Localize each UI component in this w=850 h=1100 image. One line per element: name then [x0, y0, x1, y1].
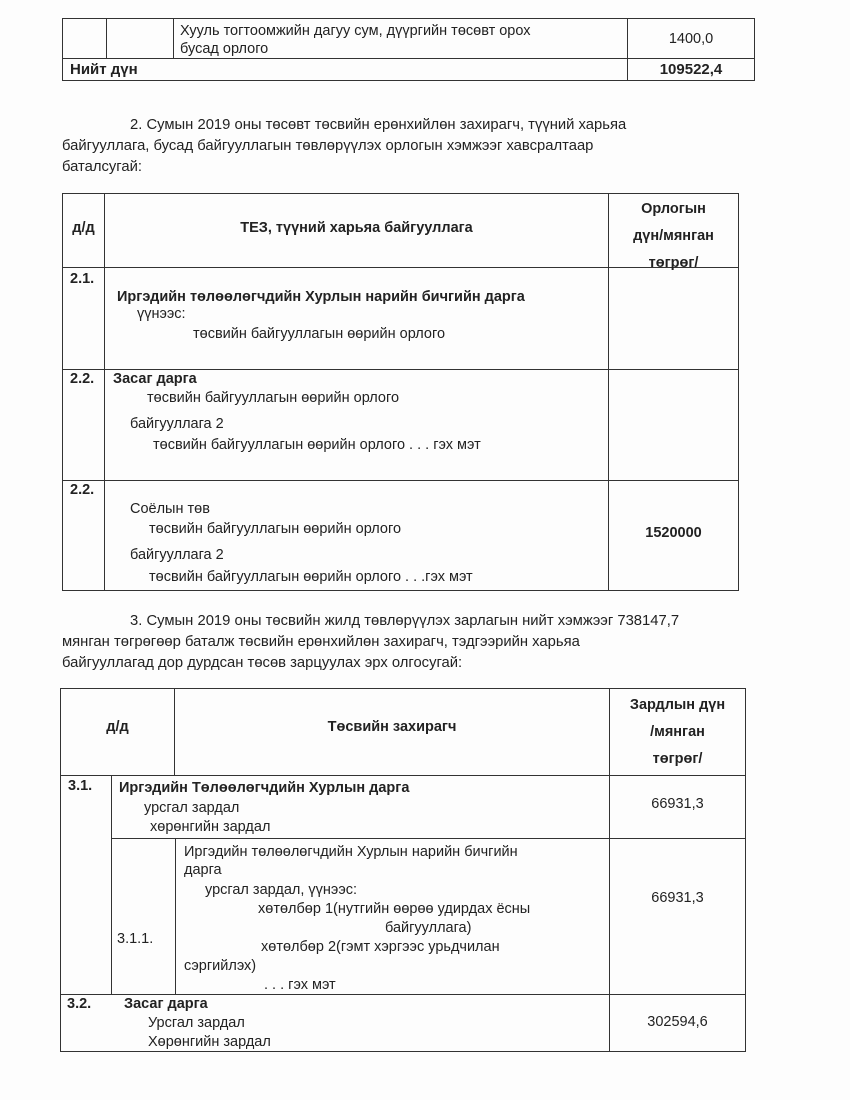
expense-row-sub: хөрөнгийн зардал — [150, 819, 271, 835]
expense-row-sub: хөтөлбөр 1(нутгийн өөрөө удирдах ёсны — [258, 901, 531, 917]
expense-row-sub: хөтөлбөр 2(гэмт хэргээс урьдчилан — [261, 939, 500, 955]
expense-row-num: 3.1. — [68, 778, 93, 794]
expense-header-amount-line2: /мянган — [650, 724, 705, 740]
expense-row-sub: байгууллага) — [385, 920, 472, 936]
expense-row-title — [184, 843, 518, 879]
income-row-title: Соёлын төв — [130, 501, 210, 517]
expense-row-title: Засаг дарга — [124, 996, 208, 1012]
para2-line1: 2. Сумын 2019 оны төсөвт төсвийн ерөнхийлөн захирагч, түүний харьяа — [130, 117, 627, 133]
income-row-amount: 1520000 — [645, 525, 702, 541]
income-row-sub: төсвийн байгууллагын өөрийн орлого . . . гэх мэт — [153, 437, 481, 453]
para3-line3: байгууллагад дор дурдсан төсөв зарцуулах эрх олгосугай: — [62, 655, 463, 671]
top-row-value: 1400,0 — [668, 31, 714, 47]
para2-line3: баталсугай: — [62, 159, 142, 175]
total-label: Нийт дүн — [70, 61, 138, 78]
top-row-text-line1: Хууль тогтоомжийн дагуу сум, дүүргийн төсөвт орох — [180, 23, 531, 39]
income-row-sub: төсвийн байгууллагын өөрийн орлого — [193, 326, 446, 342]
top-table-row-text — [180, 22, 531, 58]
expense-row-sub: Урсгал зардал — [148, 1015, 245, 1031]
income-header-org: ТЕЗ, түүний харьяа байгууллага — [240, 220, 473, 236]
expense-row-sub: Хөрөнгийн зардал — [148, 1034, 271, 1050]
income-row-num: 2.2. — [70, 371, 95, 387]
income-row-sub: үүнээс: — [137, 306, 186, 322]
expense-row-amount: 66931,3 — [651, 796, 704, 812]
expense-row-sub: урсгал зардал — [144, 800, 240, 816]
expense-row-amount: 302594,6 — [647, 1014, 708, 1030]
income-row-num: 2.1. — [70, 271, 95, 287]
para3-line2: мянган төгрөгөөр баталж төсвийн ерөнхийлөн захирагч, тэдгээрийн харьяа — [62, 634, 580, 650]
income-header-amount-line2: дүн/мянган — [633, 228, 714, 244]
income-row-sub: байгууллага 2 — [130, 547, 224, 563]
expense-header-manager: Төсвийн захирагч — [327, 719, 457, 735]
income-header-amount-line1: Орлогын — [641, 201, 706, 217]
expense-row-title-line1: Иргэдийн төлөөлөгчдийн Хурлын нарийн бичгийн — [184, 844, 518, 860]
para2-line2: байгууллага, бусад байгууллагын төвлөрүүлэх орлогын хэмжээг хавсралтаар — [62, 138, 594, 154]
total-value: 109522,4 — [659, 61, 723, 78]
expense-header-amount-line1: Зардлын дүн — [629, 697, 726, 713]
income-row-sub: байгууллага 2 — [130, 416, 224, 432]
top-row-text-line2: бусад орлого — [180, 41, 269, 57]
income-row-num: 2.2. — [70, 482, 95, 498]
income-header-num: д/д — [72, 220, 95, 236]
expense-header-amount-line3: төгрөг/ — [652, 751, 703, 767]
expense-row-title-line2: дарга — [184, 862, 222, 878]
expense-row-num: 3.2. — [67, 996, 92, 1012]
income-row-sub: төсвийн байгууллагын өөрийн орлого — [149, 521, 402, 537]
income-header-amount — [609, 196, 738, 277]
expense-row-sub: урсгал зардал, үүнээс: — [205, 882, 357, 898]
income-row-sub: төсвийн байгууллагын өөрийн орлого — [147, 390, 400, 406]
income-row-title: Засаг дарга — [113, 371, 197, 387]
expense-header-num: д/д — [106, 719, 129, 735]
income-header-amount-line3: төгрөг/ — [648, 255, 699, 271]
expense-row-title: Иргэдийн Төлөөлөгчдийн Хурлын дарга — [119, 780, 410, 796]
expense-header-amount — [610, 692, 745, 773]
expense-row-sub: . . . гэх мэт — [264, 977, 336, 993]
income-row-sub: төсвийн байгууллагын өөрийн орлого . . .гэх мэт — [149, 569, 473, 585]
income-row-title: Иргэдийн төлөөлөгчдийн Хурлын нарийн бичгийн дарга — [117, 289, 525, 305]
expense-row-num: 3.1.1. — [117, 931, 154, 947]
expense-row-amount: 66931,3 — [651, 890, 704, 906]
expense-row-sub: сэргийлэх) — [184, 958, 257, 974]
para3-line1: 3. Сумын 2019 оны төсвийн жилд төвлөрүүлэх зарлагын нийт хэмжээг 738147,7 — [130, 613, 680, 629]
